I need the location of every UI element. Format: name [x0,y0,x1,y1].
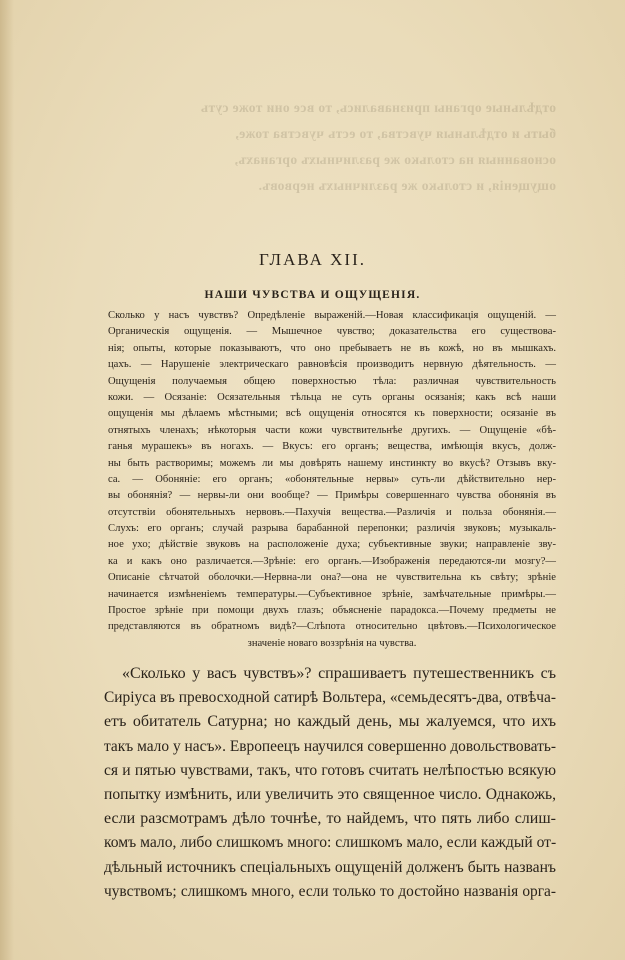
bleed-line: быть и отдѣльныя чувства, то есть чувства тоже, [235,126,556,141]
bleed-line: основанныя на столько же различныхъ органахъ, [234,152,556,167]
summary-line: са. — Обоняніе: его органъ; «обонятельные нервы» суть-ли дѣйствительно нер- [108,473,556,485]
body-line: ся и пятью чувствами, такъ, что готовъ считать нелѣпостью всякую [104,761,556,779]
summary-line: Органическія ощущенія. — Мышечное чувство; доказательства его существова- [108,326,556,338]
body-line: попытку измѣнить, или увеличить это священное число. Однакожь, [104,785,556,803]
body-text [104,662,556,904]
page-edge-shadow [0,0,14,960]
body-line: дѣльный источникъ спеціальныхъ ощущеній долженъ быть названъ [104,858,556,876]
chapter-heading: ГЛАВА XII. [258,250,366,269]
body-line: чувствомъ; слишкомъ много, если только то достойно названія орга- [104,882,556,900]
summary-line: Ощущенія получаемыя общею поверхностью тѣла: различная чувствительность [108,375,556,387]
summary-line: ное ухо; дѣйствіе звуковъ на расположеніе духа; субъективные звуки; направленіе зву- [108,539,556,551]
summary-line: ганья мурашекъ» въ ногахъ. — Вкусъ: его органъ; вещества, имѣющія вкусъ, долж- [108,441,556,453]
body-line: «Сколько у васъ чувствъ»? спрашиваетъ путешественникъ съ [122,665,556,682]
summary-line: нія; опыты, которые показываютъ, что оно пребываетъ не въ кожѣ, но въ мышкахъ. [108,342,556,354]
summary-line: начинается измѣненіемъ температуры.—Субъективное зрѣніе, замѣчательные примѣры.— [108,588,556,600]
body-line: етъ обитатель Сатурна; но каждый день, мы жалуемся, что ихъ [104,713,556,731]
summary-line: ка и какъ оно различается.—Зрѣніе: его органъ.—Изображенія передаются-ли мозгу?— [108,555,556,567]
bleed-through-text [96,95,556,199]
body-line: Сиріуса въ превосходной сатирѣ Вольтера, «семьдесятъ-два, отвѣча- [104,689,556,707]
summary-line: Сколько у насъ чувствъ? Опредѣленіе выраженій.—Новая классификація ощущеній. — [108,310,556,321]
chapter-title: НАШИ ЧУВСТВА И ОЩУЩЕНІЯ. [204,289,421,301]
body-line: такъ мало у насъ». Европеецъ научился совершенно довольствовать- [104,737,556,755]
summary-line: вы обонянія? — нервы-ли они вообще? — Примѣры совершеннаго чувства обонянія въ [108,490,556,502]
summary-line: Слухъ: его органъ; случай разрыва барабанной перепонки; различія звуковъ; музыкаль- [108,523,556,535]
summary-line: Описаніе сѣтчатой оболочки.—Нервна-ли она?—она не чувствительна къ свѣту; зрѣніе [108,572,556,584]
bleed-line: ощущенія, и столько же различныхъ нервовъ. [258,178,556,193]
chapter-summary [108,308,556,652]
summary-line: ощущенія мы дѣлаемъ мѣстными; всѣ ощущенія относятся къ поверхности; осязаніе въ [108,408,556,420]
summary-line: цахъ. — Нарушеніе электрическаго равновѣсія производитъ нервную дѣятельность. — [108,359,556,371]
body-line: если разсмотрамъ дѣло точнѣе, то найдемъ, что пять либо слиш- [104,810,556,828]
body-line: комъ мало, либо слишкомъ много: слишкомъ мало, если каждый от- [104,834,557,852]
bleed-line: отдѣльные органы признавались, то все они тоже суть [200,100,556,115]
summary-line: отнятыхъ членахъ; нѣкоторыя части кожи чувствительнѣе другихъ. — Ощущеніе «бѣ- [108,424,556,436]
summary-line: ны быть растворимы; можемъ ли мы довѣрять нашему инстинкту во вкусѣ? Отзывъ вку- [108,457,556,469]
summary-line: кожи. — Осязаніе: Осязательныя тѣльца не суть органы осязанія; какъ всѣ наши [108,391,556,403]
summary-line: представляются въ обратномъ видѣ?—Слѣпота относительно цвѣтовъ.—Психологическое [108,621,556,633]
summary-line: Простое зрѣніе при помощи двухъ глазъ; объясненіе парадокса.—Почему предметы не [108,605,556,617]
summary-line: отсутствіи обонятельныхъ нервовъ.—Пахучія вещества.—Различія и польза обонянія.— [108,506,556,518]
summary-line: значеніе новаго воззрѣнія на чувства. [247,637,417,649]
